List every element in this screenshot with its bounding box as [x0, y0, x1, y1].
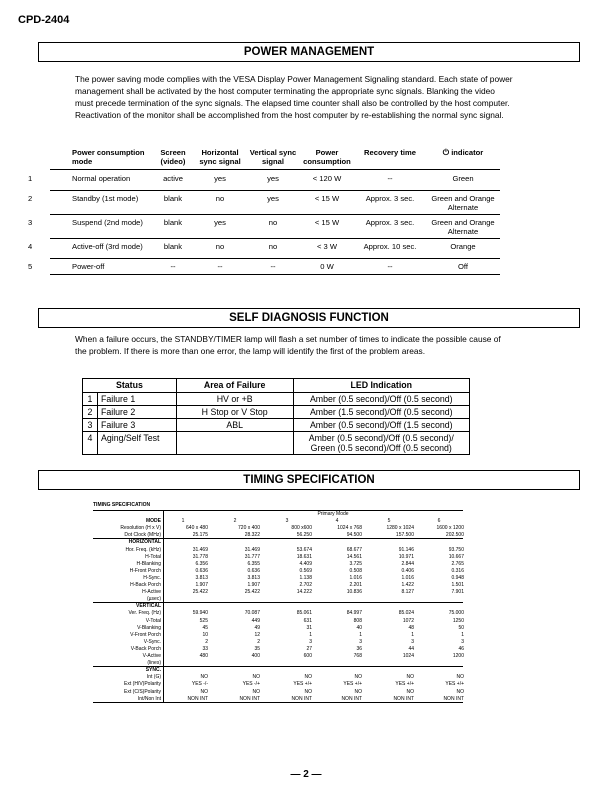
row-hsync: --: [217, 262, 223, 271]
table-header-row: [50, 147, 500, 170]
row-screen: --: [170, 262, 176, 271]
horizontal-param-label: H-Blanking: [136, 560, 161, 567]
mode-number: 2: [233, 518, 237, 525]
vertical-param-label: V-Front Porch: [130, 631, 161, 638]
horizontal-param-value: 2.765: [451, 560, 464, 567]
row-power: < 15 W: [314, 218, 340, 227]
horizontal-param-value: 31.469: [192, 546, 208, 553]
horizontal-param-label: H-Total: [145, 553, 161, 560]
row-number: 3: [28, 218, 33, 227]
table-row: [83, 393, 470, 406]
sync-group-label: SYNC.: [145, 667, 161, 674]
horizontal-param-value: 1.016: [349, 574, 362, 581]
row-indicator: Green and Orange Alternate: [431, 194, 495, 212]
table-row: [28, 258, 500, 275]
dot-clock-label: Dot Clock (MHz): [124, 532, 161, 539]
horizontal-param-label: H-Sync.: [143, 574, 161, 581]
horizontal-param-value: 25.422: [244, 589, 260, 596]
sync-param-value: NON INT: [443, 695, 464, 702]
dot-clock-value: 56.250: [296, 532, 312, 539]
row-mode: Standby (1st mode): [72, 194, 139, 203]
row-power: < 3 W: [316, 242, 338, 251]
sync-param-value: NON INT: [393, 695, 414, 702]
table-header-row: [83, 379, 470, 393]
horizontal-param-value: 8.127: [401, 589, 414, 596]
vertical-param-value: 1200: [452, 653, 464, 659]
vertical-param-value: 36: [356, 645, 362, 652]
row-led: Amber (0.5 second)/Off (0.5 second): [293, 393, 470, 406]
row-hsync: yes: [214, 218, 226, 227]
row-led: Amber (0.5 second)/Off (1.5 second): [293, 419, 470, 432]
horizontal-param-label: H-Front Porch: [129, 567, 161, 574]
sync-param-value: NO: [406, 688, 414, 695]
horizontal-group-label: HORIZONTAL: [128, 539, 161, 546]
header-mode: Power consumption mode: [72, 148, 145, 166]
vertical-param-value: 808: [353, 617, 362, 624]
vertical-param-value: 31: [306, 624, 312, 631]
horizontal-param-value: 91.146: [398, 546, 414, 553]
row-vsync: no: [268, 218, 278, 227]
vertical-param-value: 3: [411, 638, 414, 645]
row-indicator: Orange: [450, 242, 476, 251]
sync-param-value: NO: [354, 688, 362, 695]
primary-mode-label: Primary Mode: [317, 511, 349, 517]
horizontal-param-value: 68.677: [346, 546, 362, 553]
vertical-param-value: 2: [257, 638, 260, 645]
vertical-param-value: 27: [306, 645, 312, 652]
horizontal-param-value: 10.667: [448, 553, 464, 560]
row-screen: active: [163, 174, 183, 183]
sync-param-label: Ext (C/S)Polarity: [124, 688, 161, 695]
vertical-param-value: 49: [254, 624, 260, 631]
row-number: 4: [28, 242, 33, 251]
row-status: Aging/Self Test: [97, 432, 176, 455]
vertical-param-value: 33: [202, 645, 208, 652]
vertical-param-value: 1072: [402, 617, 414, 624]
horizontal-param-value: 4.409: [299, 560, 312, 567]
row-power: < 120 W: [312, 174, 342, 183]
vertical-param-value: 40: [356, 624, 362, 631]
vertical-param-value: 400: [251, 653, 260, 659]
vertical-param-value: 70.087: [244, 610, 260, 617]
vertical-param-value: 59.940: [192, 610, 208, 617]
vertical-param-label: V-Blanking: [137, 624, 161, 631]
row-vsync: yes: [267, 174, 279, 183]
horizontal-param-value: 0.406: [401, 567, 414, 574]
row-recovery: Approx. 10 sec.: [363, 242, 417, 251]
sync-param-value: NO: [456, 674, 464, 681]
horizontal-param-value: 3.725: [349, 560, 362, 567]
row-mode: Suspend (2nd mode): [72, 218, 143, 227]
resolution-value: 720 x 400: [238, 525, 260, 532]
header-vsync: Vertical sync signal: [249, 148, 297, 166]
sync-param-value: NO: [304, 688, 312, 695]
vertical-param-value: 44: [408, 645, 414, 652]
row-number: 2: [28, 194, 33, 203]
power-icon: ⏻: [442, 148, 450, 157]
horizontal-param-value: 10.971: [398, 553, 414, 560]
row-indicator: Green: [452, 174, 474, 183]
power-management-heading: POWER MANAGEMENT: [38, 42, 580, 62]
vertical-param-value: 75.000: [448, 610, 464, 617]
vertical-param-value: 46: [458, 645, 464, 652]
page-number: — 2 —: [290, 769, 322, 780]
horizontal-param-label: Hor. Freq. (kHz): [125, 546, 161, 553]
vertical-param-value: 12: [254, 631, 260, 638]
sync-param-value: YES +/+: [395, 681, 414, 688]
row-area: HV or +B: [176, 393, 293, 406]
row-indicator: Green and Orange Alternate: [431, 218, 495, 236]
vertical-param-value: 84.997: [346, 610, 362, 617]
row-indicator: Off: [458, 262, 468, 271]
header-led: LED Indication: [293, 379, 470, 393]
dot-clock-value: 94.500: [346, 532, 362, 539]
row-status: Failure 1: [97, 393, 176, 406]
header-screen: Screen (video): [160, 148, 186, 166]
dot-clock-value: 157.500: [395, 532, 414, 539]
mode-number: 5: [387, 518, 391, 525]
row-mode: Normal operation: [72, 174, 131, 183]
horizontal-param-value: 0.316: [451, 567, 464, 574]
horizontal-param-value: 25.422: [192, 589, 208, 596]
vertical-param-value: 600: [303, 653, 312, 659]
row-area: [176, 432, 293, 455]
row-status: Failure 2: [97, 406, 176, 419]
horizontal-param-label: H-Back Porch: [130, 582, 161, 588]
document-id: CPD-2404: [18, 14, 70, 26]
table-row: [28, 190, 500, 215]
header-recovery: Recovery time: [364, 148, 416, 157]
horizontal-param-value: 1.422: [401, 582, 414, 588]
sync-param-value: NON INT: [341, 695, 362, 702]
vertical-param-label: V-Total: [145, 617, 161, 624]
row-screen: blank: [163, 242, 183, 251]
sync-param-value: NO: [456, 688, 464, 695]
vertical-param-value: 3: [359, 638, 362, 645]
row-mode: Power-off: [72, 262, 105, 271]
header-status: Status: [83, 379, 177, 393]
horizontal-param-value: 0.636: [195, 567, 208, 574]
sync-param-value: NO: [304, 674, 312, 681]
resolution-label: Resolution (H x V): [120, 525, 161, 532]
vertical-param-value: 768: [353, 653, 362, 659]
mode-number: 1: [181, 518, 185, 525]
row-recovery: --: [387, 262, 393, 271]
horizontal-param-value: 2.844: [401, 560, 414, 567]
sync-param-value: NON INT: [187, 695, 208, 702]
table-row: [28, 238, 500, 259]
row-vsync: --: [270, 262, 276, 271]
resolution-value: 800 x600: [291, 525, 312, 532]
row-mode: Active-off (3rd mode): [72, 242, 143, 251]
horizontal-param-value: 53.674: [296, 546, 312, 553]
row-screen: blank: [163, 194, 183, 203]
vertical-param-label: (lines): [147, 660, 161, 667]
table-row: [28, 170, 500, 191]
horizontal-param-value: 2.201: [349, 582, 362, 588]
vertical-param-value: 631: [303, 617, 312, 624]
vertical-param-value: 3: [309, 638, 312, 645]
vertical-param-label: V-Active: [142, 653, 161, 659]
vertical-param-value: 2: [205, 638, 208, 645]
horizontal-param-value: 0.569: [299, 567, 312, 574]
sync-param-value: NON INT: [239, 695, 260, 702]
sync-param-value: YES +/+: [293, 681, 312, 688]
row-area: H Stop or V Stop: [176, 406, 293, 419]
horizontal-param-label: H-Active: [142, 589, 161, 596]
row-hsync: no: [215, 194, 225, 203]
vertical-param-value: 85.024: [398, 610, 414, 617]
horizontal-param-value: 18.631: [296, 553, 312, 560]
horizontal-param-value: 6.356: [195, 560, 208, 567]
self-diagnosis-intro: When a failure occurs, the STANDBY/TIMER lamp will flash a set number of times to indicate the possible cause of the problem. If there is more than one error, the lamp will identify the first of the problem areas.: [75, 334, 501, 356]
horizontal-param-value: 0.948: [451, 574, 464, 581]
header-power: Power consumption: [303, 148, 351, 166]
dot-clock-value: 202.500: [445, 532, 464, 539]
horizontal-param-value: 31.469: [244, 546, 260, 553]
vertical-param-value: 1: [461, 631, 464, 638]
horizontal-param-value: 2.702: [299, 582, 312, 588]
resolution-value: 1024 x 768: [337, 525, 362, 532]
horizontal-param-value: 3.813: [247, 574, 260, 581]
horizontal-param-value: 1.138: [299, 574, 312, 581]
divider: [93, 510, 463, 511]
row-status: Failure 3: [97, 419, 176, 432]
sync-param-value: YES -/+: [242, 681, 260, 688]
horizontal-param-value: 1.501: [451, 582, 464, 588]
row-screen: blank: [163, 218, 183, 227]
table-row: [83, 432, 470, 455]
column-divider: [163, 510, 164, 702]
self-diagnosis-heading: SELF DIAGNOSIS FUNCTION: [38, 308, 580, 328]
divider: [93, 702, 463, 703]
vertical-param-value: 1: [411, 631, 414, 638]
row-number: 5: [28, 262, 33, 271]
vertical-param-value: 48: [408, 624, 414, 631]
sync-param-label: Ext (H/V)Polarity: [124, 681, 161, 688]
sync-param-value: NO: [200, 688, 208, 695]
sync-param-value: YES +/+: [445, 681, 464, 688]
vertical-param-value: 1: [309, 631, 312, 638]
vertical-param-value: 50: [458, 624, 464, 631]
sync-param-value: YES +/+: [343, 681, 362, 688]
sync-param-value: NON INT: [291, 695, 312, 702]
vertical-param-value: 1: [359, 631, 362, 638]
vertical-param-label: V-Back Porch: [130, 645, 161, 652]
sync-param-value: NO: [354, 674, 362, 681]
horizontal-param-value: 93.750: [448, 546, 464, 553]
timing-specification-heading: TIMING SPECIFICATION: [38, 470, 580, 490]
row-area: ABL: [176, 419, 293, 432]
header-indicator: [428, 148, 498, 157]
row-hsync: no: [215, 242, 225, 251]
mode-number: 4: [335, 518, 339, 525]
vertical-param-label: V-Sync.: [143, 638, 161, 645]
sync-param-value: YES -/-: [191, 681, 208, 688]
horizontal-param-label: (µsec): [147, 596, 161, 603]
sync-param-value: NO: [406, 674, 414, 681]
vertical-param-value: 480: [199, 653, 208, 659]
header-hsync: Horizontal sync signal: [199, 148, 241, 166]
row-number: 1: [83, 393, 98, 406]
row-led: Amber (0.5 second)/Off (0.5 second)/ Green (0.5 second)/Off (0.5 second): [293, 432, 470, 455]
row-recovery: --: [387, 174, 393, 183]
horizontal-param-value: 31.777: [244, 553, 260, 560]
row-power: 0 W: [320, 262, 334, 271]
sync-param-value: NO: [200, 674, 208, 681]
sync-param-value: NO: [252, 688, 260, 695]
row-hsync: yes: [214, 174, 226, 183]
row-vsync: no: [268, 242, 278, 251]
vertical-param-value: 85.061: [296, 610, 312, 617]
horizontal-param-value: 1.016: [401, 574, 414, 581]
horizontal-param-value: 10.836: [346, 589, 362, 596]
self-diagnosis-table: [82, 378, 470, 455]
header-indicator-label: indicator: [451, 148, 484, 157]
sync-param-label: Int (G): [146, 674, 161, 681]
vertical-param-value: 35: [254, 645, 260, 652]
row-number: 2: [83, 406, 98, 419]
resolution-value: 640 x 480: [186, 525, 208, 532]
table-row: [83, 406, 470, 419]
vertical-param-value: 449: [251, 617, 260, 624]
row-vsync: yes: [267, 194, 279, 203]
mode-number: 3: [285, 518, 289, 525]
horizontal-param-value: 31.778: [192, 553, 208, 560]
row-recovery: Approx. 3 sec.: [365, 194, 415, 203]
vertical-param-label: Ver. Freq. (Hz): [128, 610, 161, 617]
row-number: 1: [28, 174, 33, 183]
row-power: < 15 W: [314, 194, 340, 203]
vertical-param-value: 10: [202, 631, 208, 638]
horizontal-param-value: 1.907: [195, 582, 208, 588]
resolution-value: 1280 x 1024: [386, 525, 414, 532]
timing-table-title: TIMING SPECIFICATION: [93, 502, 151, 508]
vertical-param-value: 3: [461, 638, 464, 645]
vertical-param-value: 1250: [452, 617, 464, 624]
horizontal-param-value: 1.907: [247, 582, 260, 588]
resolution-value: 1600 x 1200: [436, 525, 464, 532]
sync-param-label: Int/Non Int: [137, 695, 161, 702]
dot-clock-value: 25.175: [192, 532, 208, 539]
vertical-param-value: 45: [202, 624, 208, 631]
horizontal-param-value: 7.901: [451, 589, 464, 596]
horizontal-param-value: 0.508: [349, 567, 362, 574]
row-led: Amber (1.5 second)/Off (0.5 second): [293, 406, 470, 419]
sync-param-value: NO: [252, 674, 260, 681]
power-management-intro: The power saving mode complies with the VESA Display Power Management Signaling standard. Each state of power management shall be activated by the host computer terminating the appropriate sync signals. Blanking the video must precede termination of the sync signals. The elapsed time counter shall also be controlled by the host computer. Reactivation of the monitor shall be accomplished from the host computer by re-establishing the normal sync signal.: [75, 74, 513, 120]
table-row: [28, 214, 500, 239]
vertical-param-value: 1024: [402, 653, 414, 659]
table-row: [83, 419, 470, 432]
horizontal-param-value: 14.561: [346, 553, 362, 560]
row-number: 4: [83, 432, 98, 455]
timing-table: [93, 502, 463, 703]
row-recovery: Approx. 3 sec.: [365, 218, 415, 227]
horizontal-param-value: 14.222: [296, 589, 312, 596]
vertical-param-value: 525: [199, 617, 208, 624]
horizontal-param-value: 6.355: [247, 560, 260, 567]
dot-clock-value: 28.322: [244, 532, 260, 539]
mode-label: MODE: [146, 518, 161, 525]
mode-number: 6: [437, 518, 441, 525]
horizontal-param-value: 3.813: [195, 574, 208, 581]
vertical-group-label: VERTICAL: [136, 603, 161, 610]
horizontal-param-value: 0.636: [247, 567, 260, 574]
header-area: Area of Failure: [176, 379, 293, 393]
row-number: 3: [83, 419, 98, 432]
